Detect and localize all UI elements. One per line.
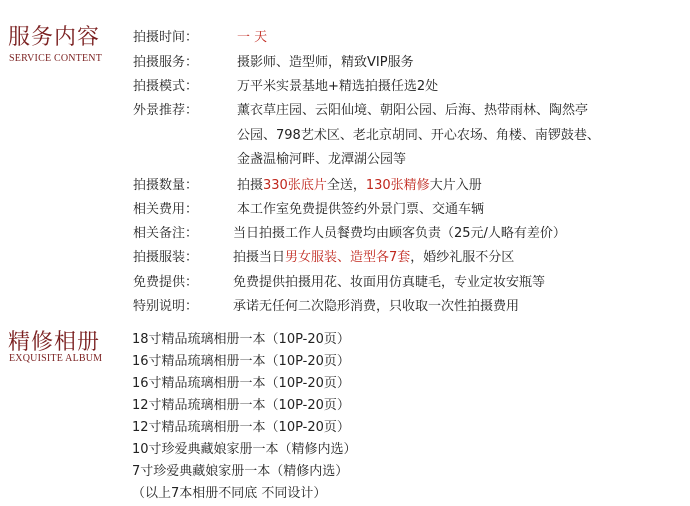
shoot-count-text-2: 全送，: [326, 178, 366, 193]
free-provide-value: 免费提供拍摄用花、妆面用仿真睫毛，专业定妆安瓶等: [233, 275, 546, 290]
related-fees-value: 本工作室免费提供签约外景门票、交通车辆: [237, 202, 485, 217]
shoot-service-value: 摄影师、造型师，精致VIP服务: [237, 55, 414, 70]
shoot-time-value: 一 天: [237, 30, 268, 45]
album-item: 12寸精品琉璃相册一本（10P-20页）: [132, 420, 350, 435]
outdoor-recommend-line-3: 金盏温榆河畔、龙潭湖公园等: [237, 152, 407, 167]
shoot-service-label: 拍摄服务：: [133, 55, 199, 70]
shoot-outfit-value: [233, 246, 514, 265]
shoot-outfit-highlight: 男女服装、造型各7套: [285, 250, 411, 265]
special-note-label: 特别说明：: [133, 299, 199, 314]
related-notes-label: 相关备注：: [133, 226, 199, 241]
service-section-subtitle: SERVICE CONTENT: [9, 53, 103, 64]
album-section-subtitle: EXQUISITE ALBUM: [9, 353, 103, 364]
album-item: （以上7本相册不同底 不同设计）: [132, 486, 327, 501]
shoot-count-highlight-negatives: 330张底片: [263, 178, 327, 193]
album-item: 10寸珍爱典藏娘家册一本（精修内选）: [132, 442, 357, 457]
album-section-title: 精修相册: [8, 330, 101, 355]
related-notes-value: 当日拍摄工作人员餐费均由顾客负责（25元/人略有差价）: [233, 226, 566, 241]
album-item: 16寸精品琉璃相册一本（10P-20页）: [132, 354, 350, 369]
shoot-count-highlight-retouched: 130张精修: [365, 178, 430, 193]
shoot-outfit-text-2: ，婚纱礼服不分区: [410, 250, 515, 265]
album-item: 16寸精品琉璃相册一本（10P-20页）: [132, 376, 350, 391]
shoot-count-text-1: 拍摄: [237, 178, 264, 193]
shoot-outfit-text-1: 拍摄当日: [233, 250, 286, 265]
shoot-count-text-3: 大片入册: [429, 178, 482, 193]
album-item: 18寸精品琉璃相册一本（10P-20页）: [132, 332, 350, 347]
special-note-value: 承诺无任何二次隐形消费，只收取一次性拍摄费用: [233, 299, 520, 314]
shoot-count-value: [237, 174, 482, 193]
free-provide-label: 免费提供：: [133, 275, 199, 290]
outdoor-recommend-line-2: 公园、798艺术区、老北京胡同、开心农场、角楼、南锣鼓巷、: [237, 128, 600, 143]
album-item: 7寸珍爱典藏娘家册一本（精修内选）: [132, 464, 349, 479]
outdoor-recommend-label: 外景推荐：: [133, 103, 199, 118]
album-item: 12寸精品琉璃相册一本（10P-20页）: [132, 398, 350, 413]
outdoor-recommend-line-1: 薰衣草庄园、云阳仙境、朝阳公园、后海、热带雨林、陶然亭: [237, 103, 589, 118]
related-fees-label: 相关费用：: [133, 202, 199, 217]
shoot-time-label: 拍摄时间：: [133, 30, 199, 45]
shoot-outfit-label: 拍摄服装：: [133, 250, 199, 265]
shoot-count-label: 拍摄数量：: [133, 178, 199, 193]
service-section-title: 服务内容: [8, 25, 101, 50]
shoot-mode-value: 万平米实景基地+精选拍摄任选2处: [237, 79, 439, 94]
shoot-mode-label: 拍摄模式：: [133, 79, 199, 94]
